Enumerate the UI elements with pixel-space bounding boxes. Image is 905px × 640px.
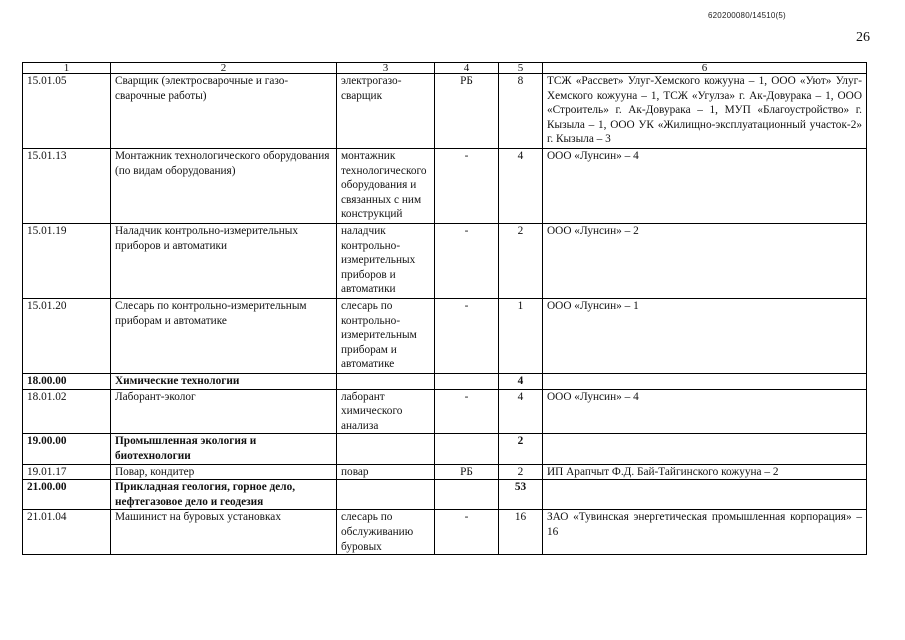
col4-cell: - xyxy=(435,224,499,299)
count-cell: 4 xyxy=(499,374,543,390)
employers-cell: ООО «Лунсин» – 4 xyxy=(543,389,867,434)
page-number: 26 xyxy=(856,30,870,45)
count-cell: 4 xyxy=(499,389,543,434)
table-row xyxy=(23,299,867,374)
column-number: 4 xyxy=(435,63,499,74)
col4-cell: - xyxy=(435,299,499,374)
code-cell: 15.01.05 xyxy=(23,74,111,149)
name-cell: Лаборант-эколог xyxy=(111,389,337,434)
employers-cell: ООО «Лунсин» – 4 xyxy=(543,149,867,224)
col4-cell xyxy=(435,434,499,464)
col4-cell: - xyxy=(435,149,499,224)
column-number: 6 xyxy=(543,63,867,74)
count-cell: 1 xyxy=(499,299,543,374)
employers-cell xyxy=(543,480,867,510)
employers-cell: ООО «Лунсин» – 2 xyxy=(543,224,867,299)
table-row xyxy=(23,510,867,555)
table-row-section xyxy=(23,480,867,510)
name-cell: Наладчик контрольно-измерительных приборов и автоматики xyxy=(111,224,337,299)
column-number: 1 xyxy=(23,63,111,74)
employers-cell: ЗАО «Тувинская энергетическая промышленная корпорация» – 16 xyxy=(543,510,867,555)
table-row xyxy=(23,224,867,299)
qualification-cell: наладчик контрольно-измерительных приборов и автоматики xyxy=(337,224,435,299)
table-row xyxy=(23,149,867,224)
col4-cell xyxy=(435,374,499,390)
col4-cell: - xyxy=(435,510,499,555)
qualification-cell: электрогазо-сварщик xyxy=(337,74,435,149)
table-row xyxy=(23,464,867,480)
table-row xyxy=(23,74,867,149)
name-cell: Прикладная геология, горное дело, нефтегазовое дело и геодезия xyxy=(111,480,337,510)
employers-cell: ТСЖ «Рассвет» Улуг-Хемского кожууна – 1, ООО «Уют» Улуг-Хемского кожууна – 1, ТСЖ «Угулза» г. Ак-Довурака – 1, ООО «Строитель» г. Ак-Довурака – 1, МУП «Благоустройство» г. Кызыла – 1, ООО УК «Жилищно-эксплуатационный участок-2» г. Кызыла – 3 xyxy=(543,74,867,149)
count-cell: 4 xyxy=(499,149,543,224)
name-cell: Слесарь по контрольно-измерительным приборам и автоматике xyxy=(111,299,337,374)
count-cell: 16 xyxy=(499,510,543,555)
table-row xyxy=(23,389,867,434)
name-cell: Сварщик (электросварочные и газо-сварочные работы) xyxy=(111,74,337,149)
code-cell: 21.01.04 xyxy=(23,510,111,555)
code-cell: 15.01.19 xyxy=(23,224,111,299)
code-cell: 19.01.17 xyxy=(23,464,111,480)
qualification-cell xyxy=(337,374,435,390)
specialties-table xyxy=(22,62,867,555)
employers-cell xyxy=(543,434,867,464)
table-row-section xyxy=(23,374,867,390)
qualification-cell: лаборант химического анализа xyxy=(337,389,435,434)
name-cell: Химические технологии xyxy=(111,374,337,390)
code-cell: 18.00.00 xyxy=(23,374,111,390)
employers-cell: ООО «Лунсин» – 1 xyxy=(543,299,867,374)
column-number: 5 xyxy=(499,63,543,74)
code-cell: 15.01.20 xyxy=(23,299,111,374)
column-number-row xyxy=(23,63,867,74)
col4-cell: РБ xyxy=(435,74,499,149)
name-cell: Монтажник технологического оборудования (по видам оборудования) xyxy=(111,149,337,224)
name-cell: Промышленная экология и биотехнологии xyxy=(111,434,337,464)
count-cell: 2 xyxy=(499,464,543,480)
code-cell: 19.00.00 xyxy=(23,434,111,464)
name-cell: Повар, кондитер xyxy=(111,464,337,480)
qualification-cell: повар xyxy=(337,464,435,480)
code-cell: 18.01.02 xyxy=(23,389,111,434)
name-cell: Машинист на буровых установках xyxy=(111,510,337,555)
col4-cell: - xyxy=(435,389,499,434)
qualification-cell: слесарь по обслуживанию буровых xyxy=(337,510,435,555)
qualification-cell xyxy=(337,480,435,510)
count-cell: 2 xyxy=(499,224,543,299)
qualification-cell: слесарь по контрольно-измерительным приборам и автоматике xyxy=(337,299,435,374)
column-number: 2 xyxy=(111,63,337,74)
count-cell: 8 xyxy=(499,74,543,149)
table-row-section xyxy=(23,434,867,464)
employers-cell xyxy=(543,374,867,390)
qualification-cell xyxy=(337,434,435,464)
count-cell: 2 xyxy=(499,434,543,464)
code-cell: 21.00.00 xyxy=(23,480,111,510)
qualification-cell: монтажник технологического оборудования и связанных с ним конструкций xyxy=(337,149,435,224)
count-cell: 53 xyxy=(499,480,543,510)
code-cell: 15.01.13 xyxy=(23,149,111,224)
document-id: 620200080/14510(5) xyxy=(708,11,786,20)
col4-cell xyxy=(435,480,499,510)
col4-cell: РБ xyxy=(435,464,499,480)
column-number: 3 xyxy=(337,63,435,74)
employers-cell: ИП Арапчыт Ф.Д. Бай-Тайгинского кожууна – 2 xyxy=(543,464,867,480)
